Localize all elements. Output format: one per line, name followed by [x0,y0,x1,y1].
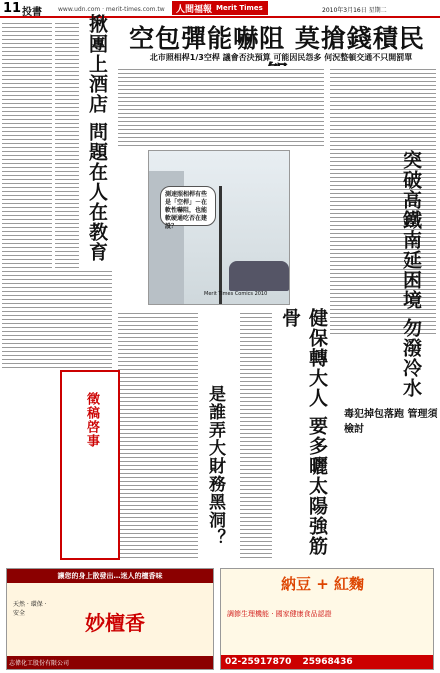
ad-left-tagline: 天然 · 環保 · 安全 [13,601,47,617]
mid-article2-body [118,310,198,560]
cartoon-signature: Merit Times Comics 2010 [204,291,268,297]
cartoon-car [229,261,289,291]
main-subheadline: 北市照相桿1/3空桿 議會否決預算 可能因民怨多 何況整頓交通不只開罰單 [149,53,413,62]
main-headline: 空包彈能嚇阻 莫搶錢積民 [129,24,425,53]
mid-article1-headline: 健保轉大人 要多曬太陽強筋骨 [279,308,328,556]
section-name: 投書 [22,7,42,18]
ad-left-slogan: 讓您的身上散發出…迷人的檀香味 [7,569,213,583]
mid-article1-body [240,310,272,560]
editor-notice-title: 徵稿啓事 [84,392,99,448]
logo-en: Merit Times [216,4,263,12]
issue-date: 2010年3月16日 星期二 [322,7,387,14]
masthead-logo [172,1,268,15]
mid-article2-headline: 是誰弄大財務黑洞？ [205,385,225,547]
main-article-body [118,66,324,146]
ad-left-company: 志偉化工股份有限公司 [7,656,213,669]
editor-notice-box [60,370,120,560]
right-article-headline: 突破高鐵南延困境 勿潑冷水 [400,150,422,398]
header-url: www.udn.com · merit-times.com.tw [58,6,165,13]
cartoon-pole [219,186,222,305]
ad-right-phone-1: 02-25917870 [225,657,292,667]
ad-right-sub: 調節生理機能 · 國家健康食品認證 [227,610,332,618]
page-number: 11 [3,1,22,16]
ad-left-product: 妙檀香 [85,611,145,635]
logo-cn: 人間福報 [176,4,213,15]
ad-right [220,568,434,670]
left-article-headline: 揪團上酒店 問題在人在教育 [86,14,108,262]
small-headline: 毒犯掉包落跑 管理須檢討 [344,409,438,435]
ad-left [6,568,214,670]
cartoon-speech-bubble: 測速照相桿有些是「空桿」－在軟性嚇阻，也能軟硬通吃否在建設？ [160,186,216,226]
ad-right-phone-2: 25968436 [302,657,353,667]
ad-right-phone [221,655,433,669]
ad-right-title: 納豆 + 紅麴 [281,575,365,593]
left-article-body-2 [2,268,112,368]
